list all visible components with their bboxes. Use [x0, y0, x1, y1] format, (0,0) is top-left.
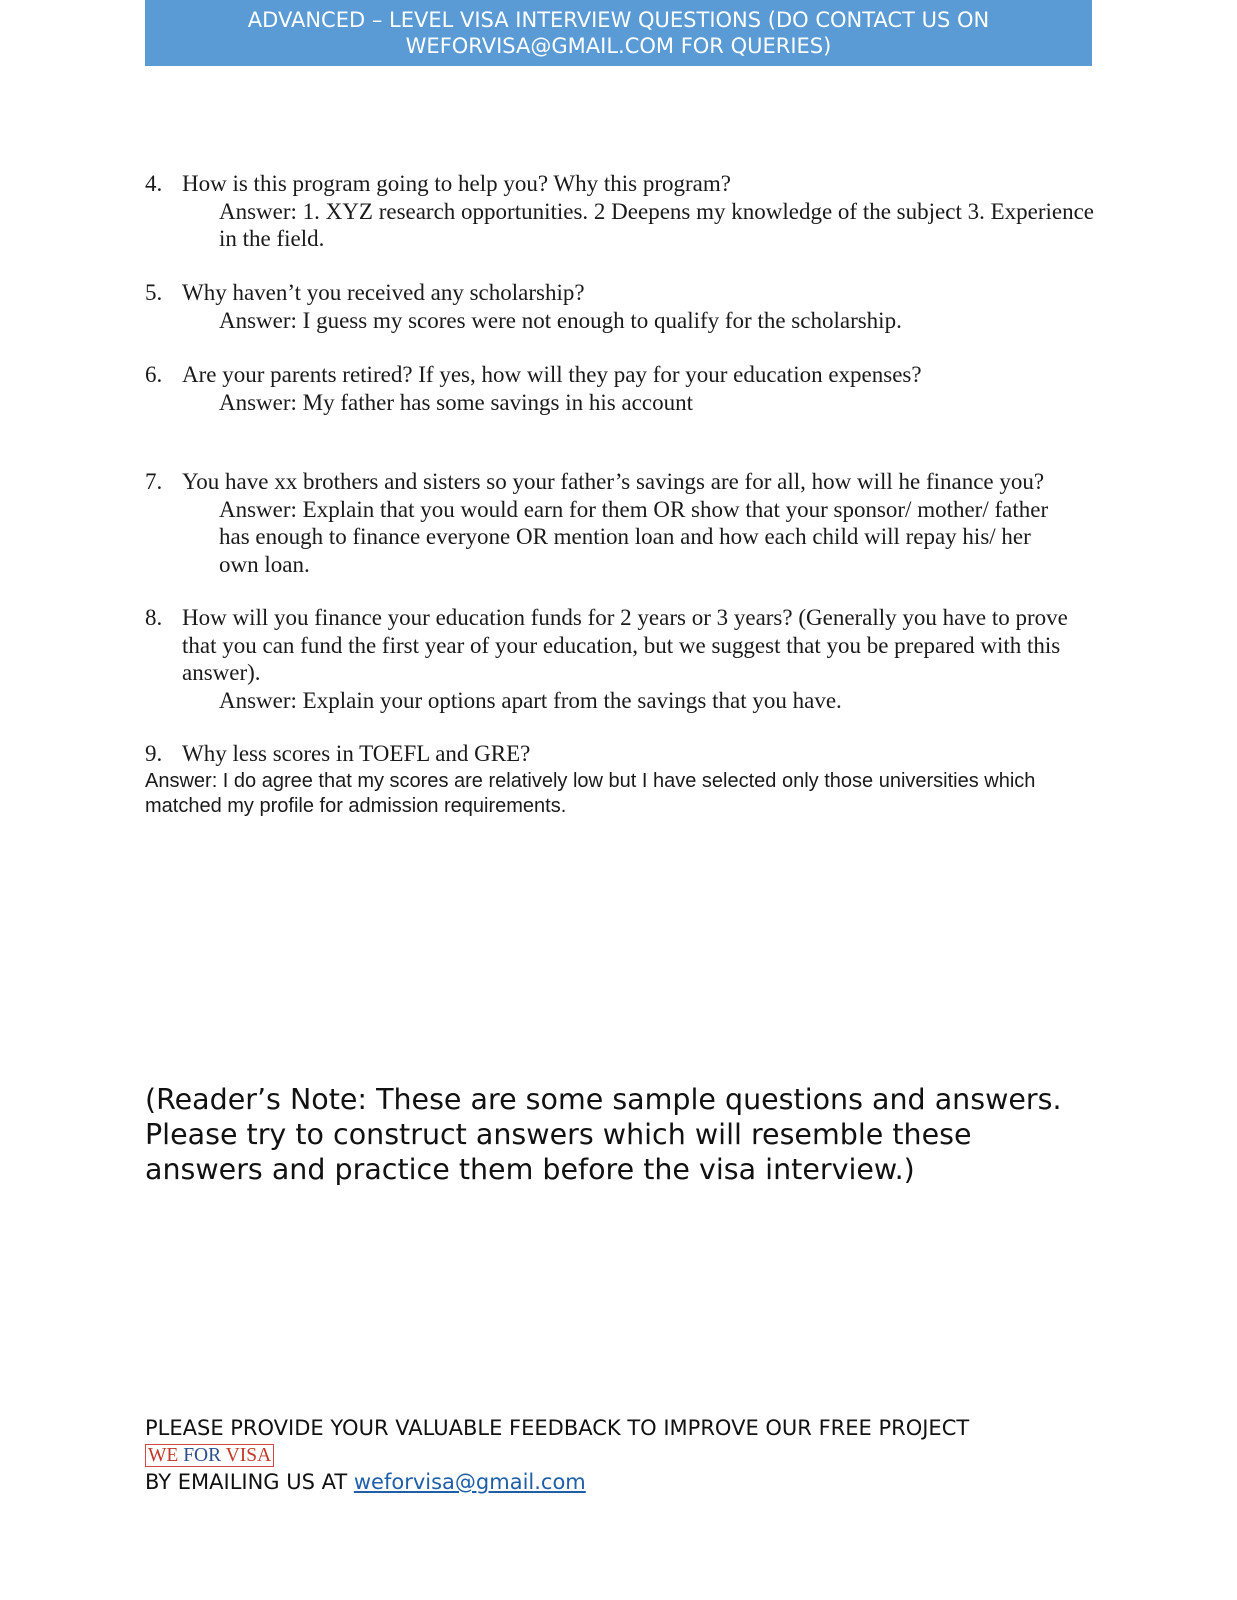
header-line-2: WEFORVISA@GMAIL.COM FOR QUERIES): [405, 34, 832, 58]
question-text: You have xx brothers and sisters so your father’s savings are for all, how will he finance you?: [182, 469, 1045, 494]
question-item-8: [145, 604, 1100, 714]
question-item-6: [145, 361, 1100, 416]
feedback-block: [145, 1415, 1085, 1495]
question-item-7: [145, 468, 1100, 578]
question-text: Why less scores in TOEFL and GRE?: [182, 741, 531, 766]
question-item-5: [145, 279, 1100, 334]
answer-text: Answer: I do agree that my scores are relatively low but I have selected only those universities which matched my profile for admission requirements.: [145, 769, 1036, 817]
question-text: Are your parents retired? If yes, how will they pay for your education expenses?: [182, 362, 922, 387]
email-prefix: BY EMAILING US AT: [145, 1470, 354, 1494]
answer-text: Answer: Explain that you would earn for them OR show that your sponsor/ mother/ father has enough to finance everyone OR mention loan and how each child will repay his/ her own loan.: [219, 496, 1049, 577]
email-link[interactable]: weforvisa@gmail.com: [353, 1470, 586, 1494]
header-banner: [145, 0, 1092, 66]
feedback-line: PLEASE PROVIDE YOUR VALUABLE FEEDBACK TO IMPROVE OUR FREE PROJECT: [145, 1416, 970, 1440]
header-line-1: ADVANCED – LEVEL VISA INTERVIEW QUESTIONS (DO CONTACT US ON: [247, 8, 990, 32]
answer-text: Answer: 1. XYZ research opportunities. 2 Deepens my knowledge of the subject 3. Experience in the field.: [219, 198, 1095, 251]
question-text: How is this program going to help you? Why this program?: [182, 171, 731, 196]
question-number: 7.: [145, 469, 163, 494]
answer-text: Answer: My father has some savings in his account: [219, 389, 693, 415]
question-number: 6.: [145, 362, 163, 387]
brand-logo: [145, 1444, 274, 1467]
readers-note: (Reader’s Note: These are some sample questions and answers. Please try to construct answers which will resemble these answers and practice them before the visa interview.): [145, 1083, 1062, 1186]
answer-text: Answer: I guess my scores were not enough to qualify for the scholarship.: [219, 307, 902, 333]
question-number: 8.: [145, 605, 163, 630]
question-text: How will you finance your education funds for 2 years or 3 years? (Generally you have to prove that you can fund the first year of your education, but we suggest that you be prepared with this answer).: [182, 605, 1068, 685]
question-item-9: [145, 740, 1100, 820]
question-number: 5.: [145, 280, 163, 305]
brand-we: WE: [148, 1445, 184, 1466]
brand-for: FOR: [183, 1445, 226, 1466]
question-text: Why haven’t you received any scholarship?: [182, 280, 585, 305]
question-number: 9.: [145, 741, 163, 766]
brand-visa: VISA: [225, 1445, 272, 1466]
email-line: [145, 1469, 1085, 1495]
question-number: 4.: [145, 171, 163, 196]
answer-text: Answer: Explain your options apart from the savings that you have.: [219, 687, 842, 713]
question-item-4: [145, 170, 1100, 253]
